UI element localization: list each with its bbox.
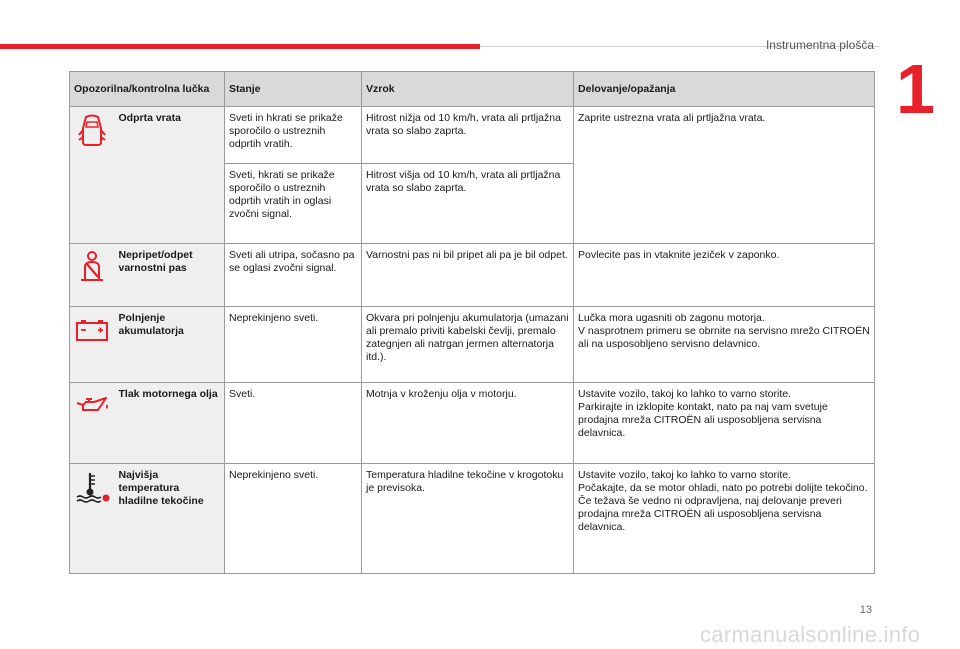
coolant-temperature-icon xyxy=(74,470,110,504)
column-header: Delovanje/opažanja xyxy=(574,72,875,107)
door-open-icon xyxy=(77,113,107,149)
action-text: Lučka mora ugasniti ob zagonu motorja. V nasprotnem primeru se obrnite na servisno mrežo CITROËN ali na usposobljeno servisno delavnico. xyxy=(574,307,875,383)
table-row xyxy=(70,107,875,164)
page-number: 13 xyxy=(859,604,872,616)
action-text: Ustavite vozilo, takoj ko lahko to varno storite. Počakajte, da se motor ohladi, nato po potrebi dolijte tekočino. Če težava še vedno ni odpravljena, naj delovanje preveri prodajna mreža CITROËN ali usposobljena servisna delavnica. xyxy=(574,464,875,574)
header-accent-bar xyxy=(0,44,480,49)
chapter-number: 1 xyxy=(896,50,935,128)
light-name: Odprta vrata xyxy=(114,107,225,244)
column-header: Opozorilna/kontrolna lučka xyxy=(70,72,225,107)
icon-cell xyxy=(70,107,114,244)
state-text: Neprekinjeno sveti. xyxy=(225,464,362,574)
state-text: Sveti, hkrati se prikaže sporočilo o ustreznih odprtih vratih in oglasi zvočni signal. xyxy=(225,164,362,244)
table-header-row xyxy=(70,72,875,107)
light-name: Nepripet/odpet varnostni pas xyxy=(114,244,225,307)
action-text: Ustavite vozilo, takoj ko lahko to varno storite. Parkirajte in izklopite kontakt, nato pa naj vam svetuje prodajna mreža CITROËN ali usposobljena servisna delavnica. xyxy=(574,383,875,464)
cause-text: Hitrost nižja od 10 km/h, vrata ali prtljažna vrata so slabo zaprta. xyxy=(362,107,574,164)
icon-cell xyxy=(70,383,114,464)
watermark: carmanualsonline.info xyxy=(700,622,921,647)
section-title: Instrumentna plošča xyxy=(765,38,874,52)
state-text: Sveti. xyxy=(225,383,362,464)
state-text: Neprekinjeno sveti. xyxy=(225,307,362,383)
column-header: Stanje xyxy=(225,72,362,107)
icon-cell xyxy=(70,307,114,383)
battery-icon xyxy=(75,317,109,343)
table-row xyxy=(70,383,875,464)
cause-text: Hitrost višja od 10 km/h, vrata ali prtljažna vrata so slabo zaprta. xyxy=(362,164,574,244)
cause-text: Varnostni pas ni bil pripet ali pa je bil odpet. xyxy=(362,244,574,307)
table-row xyxy=(70,307,875,383)
oil-can-icon xyxy=(74,395,110,417)
icon-cell xyxy=(70,464,114,574)
warning-lights-table xyxy=(69,71,875,574)
cause-text: Temperatura hladilne tekočine v krogotoku je previsoka. xyxy=(362,464,574,574)
light-name: Najvišja temperatura hladilne tekočine xyxy=(114,464,225,574)
action-text: Povlecite pas in vtaknite jeziček v zaponko. xyxy=(574,244,875,307)
light-name: Polnjenje akumulatorja xyxy=(114,307,225,383)
table-row xyxy=(70,244,875,307)
state-text: Sveti in hkrati se prikaže sporočilo o ustreznih odprtih vratih. xyxy=(225,107,362,164)
state-text: Sveti ali utripa, sočasno pa se oglasi zvočni signal. xyxy=(225,244,362,307)
seatbelt-icon xyxy=(77,250,107,284)
icon-cell xyxy=(70,244,114,307)
cause-text: Motnja v kroženju olja v motorju. xyxy=(362,383,574,464)
column-header: Vzrok xyxy=(362,72,574,107)
cause-text: Okvara pri polnjenju akumulatorja (umazani ali premalo priviti kabelski čevlji, premalo zategnjen ali natrgan jermen alternatorja itd.). xyxy=(362,307,574,383)
light-name: Tlak motornega olja xyxy=(114,383,225,464)
action-text: Zaprite ustrezna vrata ali prtljažna vrata. xyxy=(574,107,875,244)
table-row xyxy=(70,464,875,574)
